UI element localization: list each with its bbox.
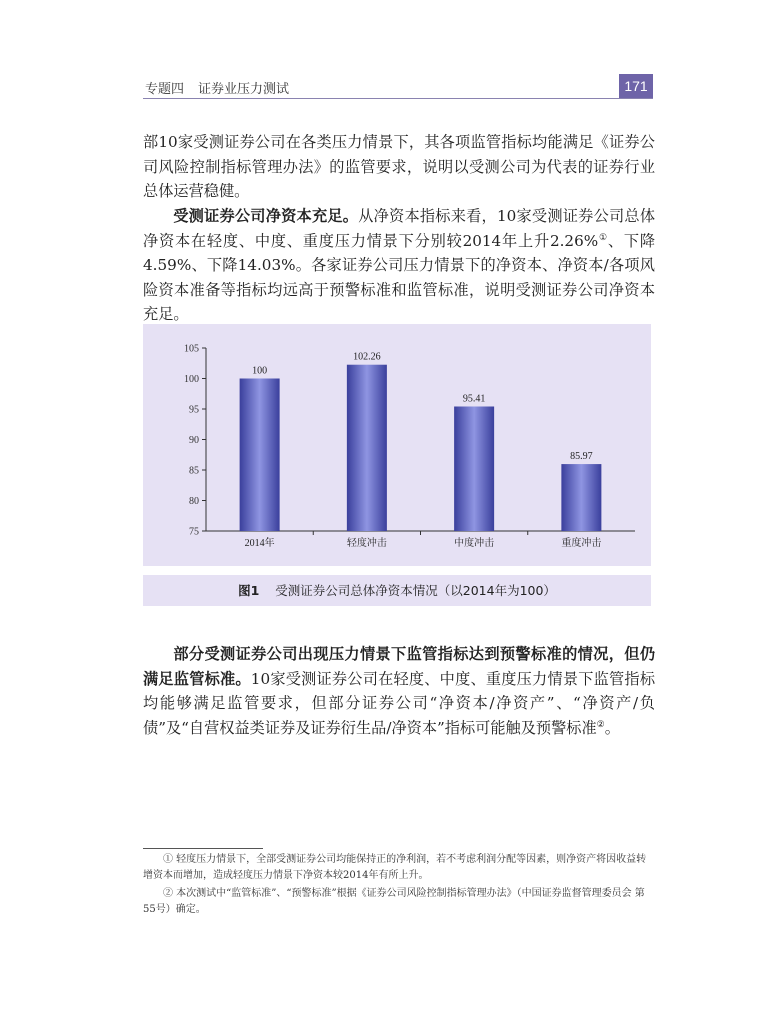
data-label: 102.26 [353, 351, 381, 363]
x-tick-label: 中度冲击 [454, 538, 495, 549]
figure-caption [143, 575, 651, 606]
running-header [143, 74, 653, 99]
x-tick-label: 重度冲击 [561, 538, 602, 549]
bar-1 [347, 365, 387, 531]
footnote-ref-1[interactable]: ① [598, 232, 608, 243]
paragraph-2 [143, 204, 655, 327]
chapter-label: 专题四 [145, 82, 185, 97]
y-tick-label: 80 [189, 496, 199, 507]
bar-2 [454, 406, 494, 531]
bar-3 [561, 464, 601, 531]
footnote-1-text: ① 轻度压力情景下，全部受测证券公司均能保持正的净利润，若不考虑利润分配等因素，则净资产将因收益转增资本而增加，造成轻度压力情景下净资本较2014年有所上升。 [143, 854, 647, 881]
x-tick-label: 轻度冲击 [346, 538, 387, 549]
figure-caption-text: 受测证券公司总体净资本情况（以2014年为100） [275, 583, 556, 598]
figure-label: 图1 [238, 583, 260, 598]
data-label: 95.41 [462, 393, 486, 405]
paragraph-2-text-b: 、下降4.59%、下降14.03%。各家证券公司压力情景下的净资本、净资本/各项风险资本准备等指标均远高于预警标准和监管标准，说明受测证券公司净资本充足。 [143, 231, 656, 323]
y-tick-label: 100 [184, 374, 199, 385]
footnote-divider [143, 848, 263, 849]
footnote-1 [143, 852, 655, 884]
paragraph-3-text-a: 10家受测证券公司在轻度、中度、重度压力情景下监管指标均能够满足监管要求，但部分证券公司“净资本/净资产”、“净资产/负债”及“自营权益类证券及证券衍生品/净资本”指标可能触及预警标准 [143, 669, 656, 737]
paragraph-2-lead: 受测证券公司净资本充足。 [173, 207, 359, 225]
footnote-ref-2[interactable]: ② [596, 719, 605, 730]
header-text [145, 78, 289, 97]
paragraph-2-text-a: 从净资本指标来看，10家受测证券公司总体净资本在轻度、中度、重度压力情景下分别较2014年上升2.26% [143, 207, 656, 250]
y-tick-label: 75 [189, 526, 199, 538]
data-label: 85.97 [570, 451, 593, 463]
y-tick-label: 85 [189, 465, 199, 477]
bar-chart [143, 324, 651, 566]
paragraph-1: 部10家受测证券公司在各类压力情景下，其各项监管指标均能满足《证券公司风险控制指标管理办法》的监管要求，说明以受测公司为代表的证券行业总体运营稳健。 [143, 133, 655, 200]
paragraph-3 [143, 642, 655, 740]
chart-container [143, 324, 651, 566]
paragraph-3-text-b: 。 [604, 718, 620, 737]
footnote-2-text: ② 本次测试中“监管标准”、“预警标准”根据《证券公司风险控制指标管理办法》（中国证券监督管理委员会 第55号）确定。 [143, 888, 645, 915]
bar-0 [240, 379, 280, 532]
x-tick-label: 2014年 [244, 538, 275, 549]
y-tick-label: 95 [189, 404, 199, 416]
section-title: 证券业压力测试 [198, 82, 290, 97]
data-label: 100 [252, 365, 268, 377]
paragraph-3-lead: 部分受测证券公司出现压力情景下监管指标达到预警标准的情况，但仍满足监管标准。 [143, 645, 655, 688]
y-tick-label: 90 [189, 435, 199, 446]
page-number: 171 [619, 74, 653, 98]
footnote-2 [143, 886, 655, 918]
y-tick-label: 105 [184, 343, 199, 355]
